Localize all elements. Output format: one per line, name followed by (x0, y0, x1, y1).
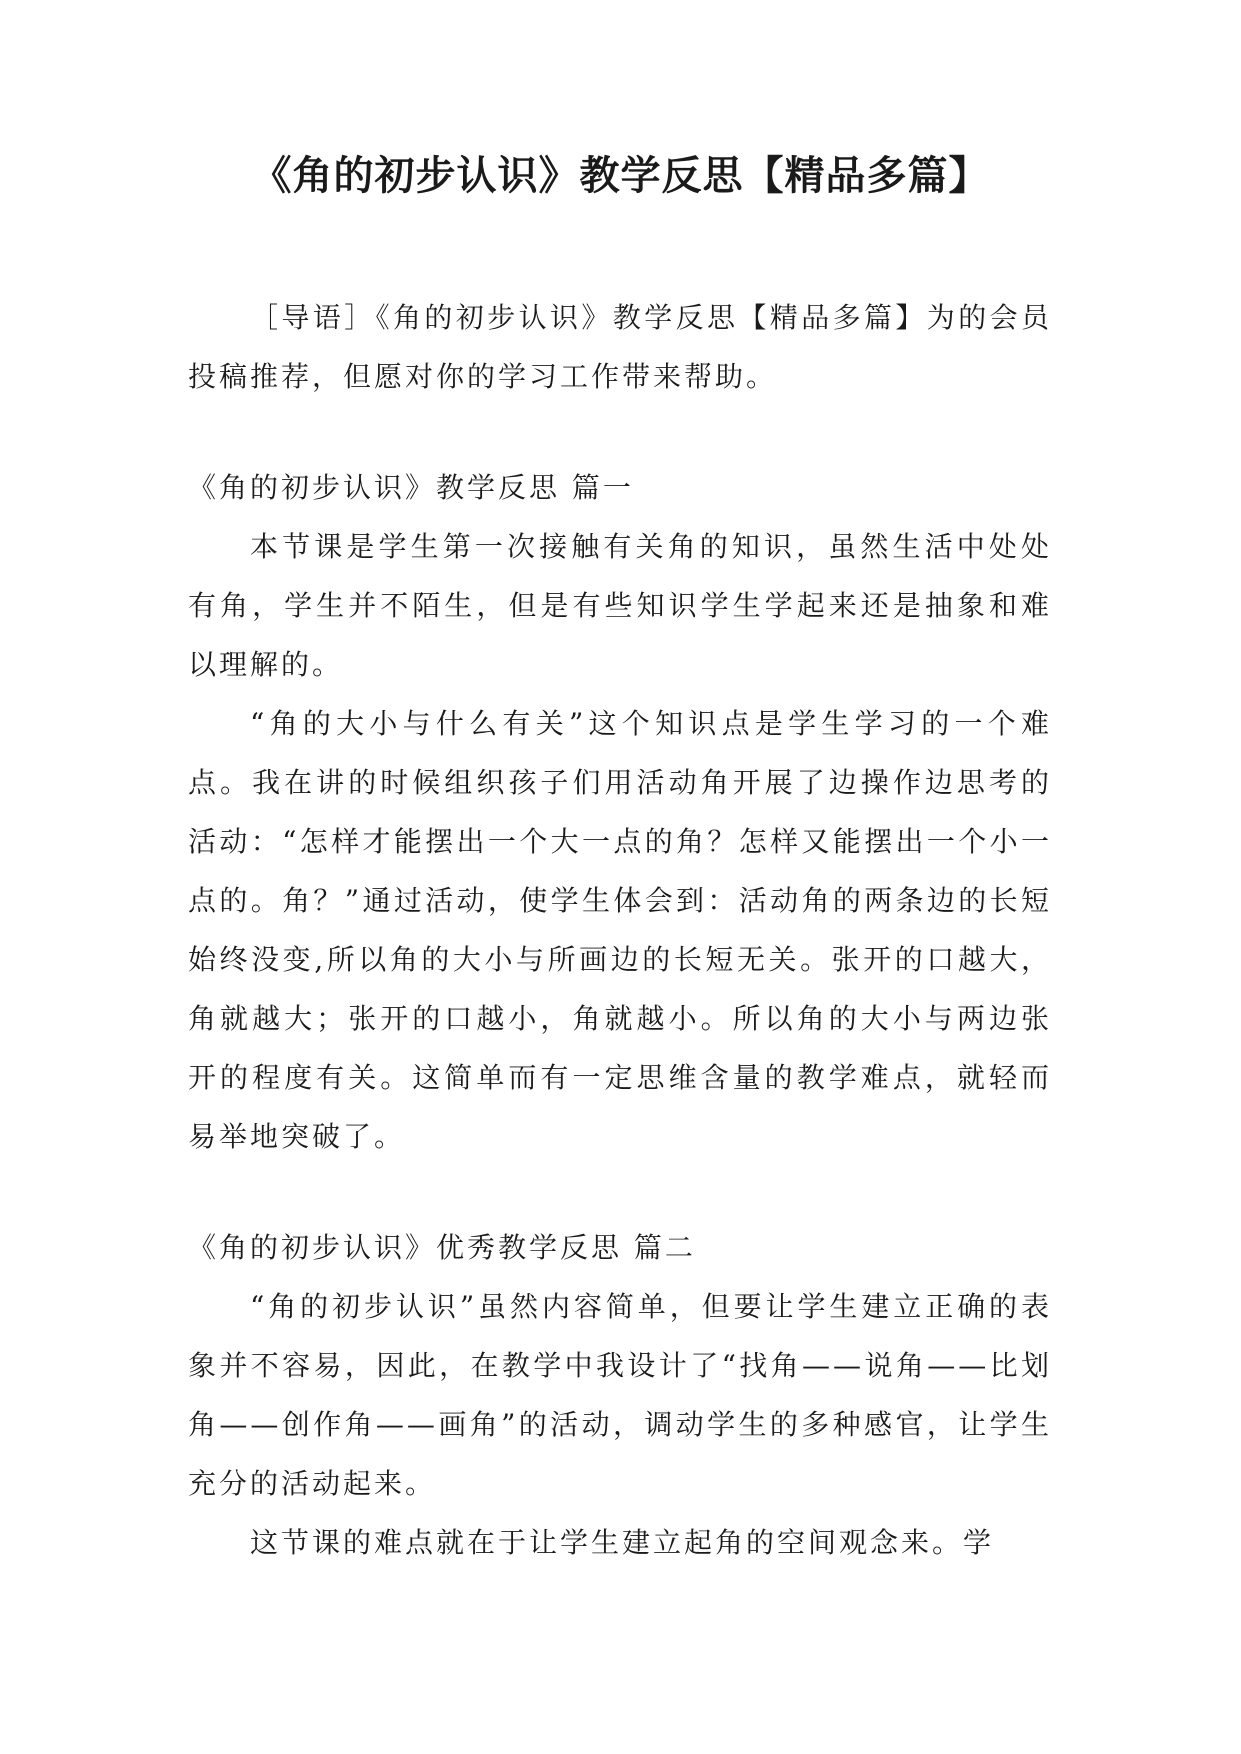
document-body (188, 288, 1052, 1572)
section-2-paragraph-2: 这节课的难点就在于让学生建立起角的空间观念来。学 (250, 1526, 995, 1559)
section-heading-1: 《角的初步认识》教学反思 篇一 (188, 471, 634, 504)
section-1-paragraph-1: 本节课是学生第一次接触有关角的知识，虽然生活中处处有角，学生并不陌生，但是有些知识学生学起来还是抽象和难以理解的。 (188, 530, 1052, 681)
section-1-paragraph-2: “角的大小与什么有关”这个知识点是学生学习的一个难点。我在讲的时候组织孩子们用活动角开展了边操作边思考的活动：“怎样才能摆出一个大一点的角？怎样又能摆出一个小一点的。角？”通过活动，使学生体会到：活动角的两条边的长短始终没变,所以角的大小与所画边的长短无关。张开的口越大，角就越大；张开的口越小，角就越小。所以角的大小与两边张开的程度有关。这简单而有一定思维含量的教学难点，就轻而易举地突破了。 (188, 707, 1052, 1153)
section-heading-2: 《角的初步认识》优秀教学反思 篇二 (188, 1231, 696, 1264)
section-2-paragraph-1: “角的初步认识”虽然内容简单，但要让学生建立正确的表象并不容易，因此，在教学中我设计了“找角——说角——比划角——创作角——画角”的活动，调动学生的多种感官，让学生充分的活动起来。 (188, 1290, 1052, 1500)
intro-paragraph: ［导语］《角的初步认识》教学反思【精品多篇】为的会员投稿推荐，但愿对你的学习工作带来帮助。 (188, 301, 1052, 393)
document-title: 《角的初步认识》教学反思【精品多篇】 (251, 153, 990, 199)
